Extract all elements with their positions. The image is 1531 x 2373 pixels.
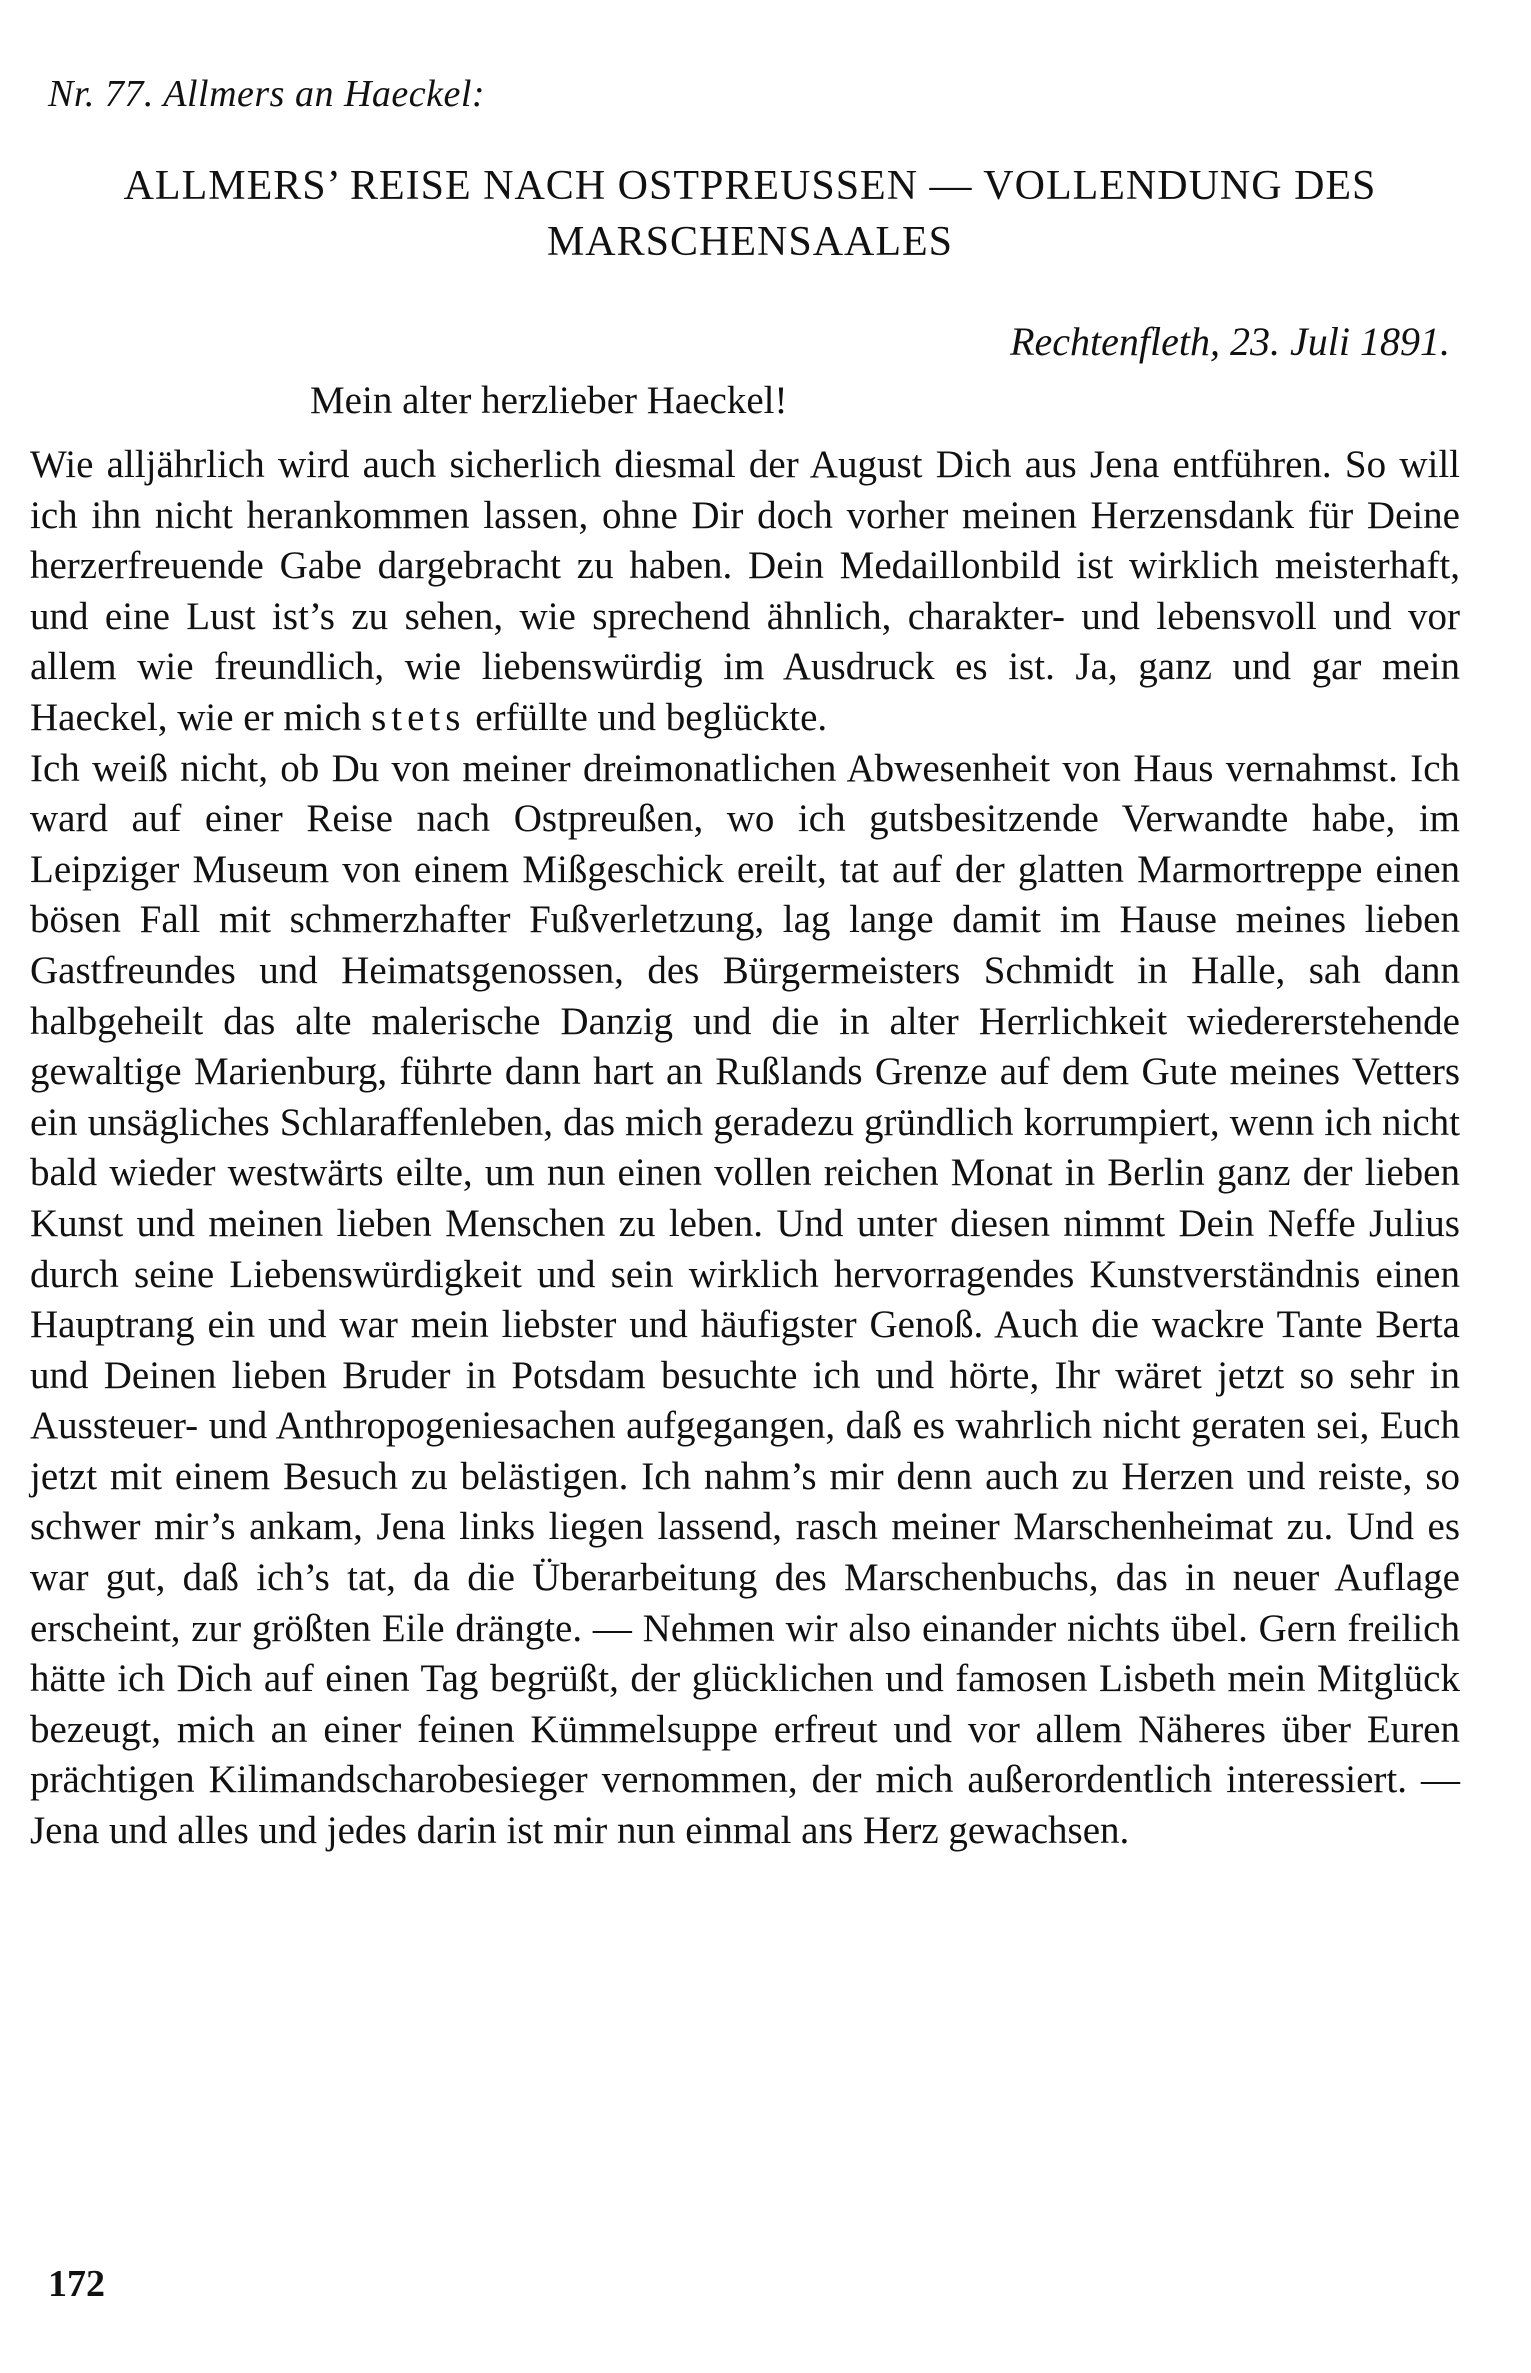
paragraph-2: Ich weiß nicht, ob Du von meiner dreimonatlichen Abwesenheit von Haus vernahmst. Ich ward auf einer Reise nach Ostpreußen, wo ich gutsbesitzende Verwandte habe, im Leipziger Museum von einem Mißgeschick ereilt, tat auf der glatten Marmortreppe einen bösen Fall mit schmerzhafter Fußverletzung, lag lange damit im Hause meines lieben Gastfreundes und Heimatsgenossen, des Bürgermeisters Schmidt in Halle, sah dann halbgeheilt das alte malerische Danzig und die in alter Herrlichkeit wiedererstehende gewaltige Marienburg, führte dann hart an Rußlands Grenze auf dem Gute meines Vetters ein unsägliches Schlaraffenleben, das mich geradezu gründlich korrumpiert, wenn ich nicht bald wieder westwärts eilte, um nun einen vollen reichen Monat in Berlin ganz der lieben Kunst und meinen lieben Menschen zu leben. Und unter diesen nimmt Dein Neffe Julius durch seine Liebenswürdigkeit und sein wirklich hervorragendes Kunstverständnis einen Hauptrang ein und war mein liebster und häufigster Genoß. Auch die wackre Tante Berta und Deinen lieben Bruder in Potsdam besuchte ich und hörte, Ihr wäret jetzt so sehr in Aussteuer- und Anthropogeniesachen aufgegangen, daß es wahrlich nicht geraten sei, Euch jetzt mit einem Besuch zu belästigen. Ich nahm’s mir denn auch zu Herzen und reiste, so schwer mir’s ankam, Jena links liegen lassend, rasch meiner Marschenheimat zu. Und es war gut, daß ich’s tat, da die Überarbeitung des Marschenbuchs, das in neuer Auflage erscheint, zur größten Eile drängte. — Nehmen wir also einander nichts übel. Gern freilich hätte ich Dich auf einen Tag begrüßt, der glücklichen und famosen Lisbeth mein Mitglück bezeugt, mich an einer feinen Kümmelsuppe erfreut und vor allem Näheres über Euren prächtigen Kilimandscharobesieger vernommen, der mich außerordentlich interessiert. — Jena und alles und jedes darin ist mir nun einmal ans Herz gewachsen. [30, 746, 1460, 1853]
letter-body [30, 440, 1460, 1857]
paragraph-1-text-after: erfüllte und beglückte. [475, 695, 828, 739]
document-page [30, 0, 1480, 2373]
salutation: Mein alter herzlieber Haeckel! [310, 379, 788, 422]
chapter-title-line-1: ALLMERS’ REISE NACH OSTPREUSSEN — VOLLENDUNG DES [123, 163, 1377, 209]
chapter-title-line-2: MARSCHENSAALES [546, 219, 954, 265]
chapter-title [30, 158, 1470, 270]
paragraph-1-emphasis: stets [371, 695, 466, 739]
paragraph-1 [30, 440, 1460, 744]
dateline: Rechtenfleth, 23. Juli 1891. [1010, 319, 1450, 364]
letter-header: Nr. 77. Allmers an Haeckel: [48, 73, 486, 115]
page-number: 172 [48, 2263, 105, 2305]
paragraph-1-text-before: Wie alljährlich wird auch sicherlich diesmal der August Dich aus Jena entführen. So will ich ihn nicht herankommen lassen, ohne Dir doch vorher meinen Herzensdank für Deine herzerfreuende Gabe dargebracht zu haben. Dein Medaillonbild ist wirklich meisterhaft, und eine Lust ist’s zu sehen, wie sprechend ähnlich, charakter- und lebensvoll und vor allem wie freundlich, wie liebenswürdig im Ausdruck es ist. Ja, ganz und gar mein Haeckel, wie er mich [30, 443, 1460, 739]
